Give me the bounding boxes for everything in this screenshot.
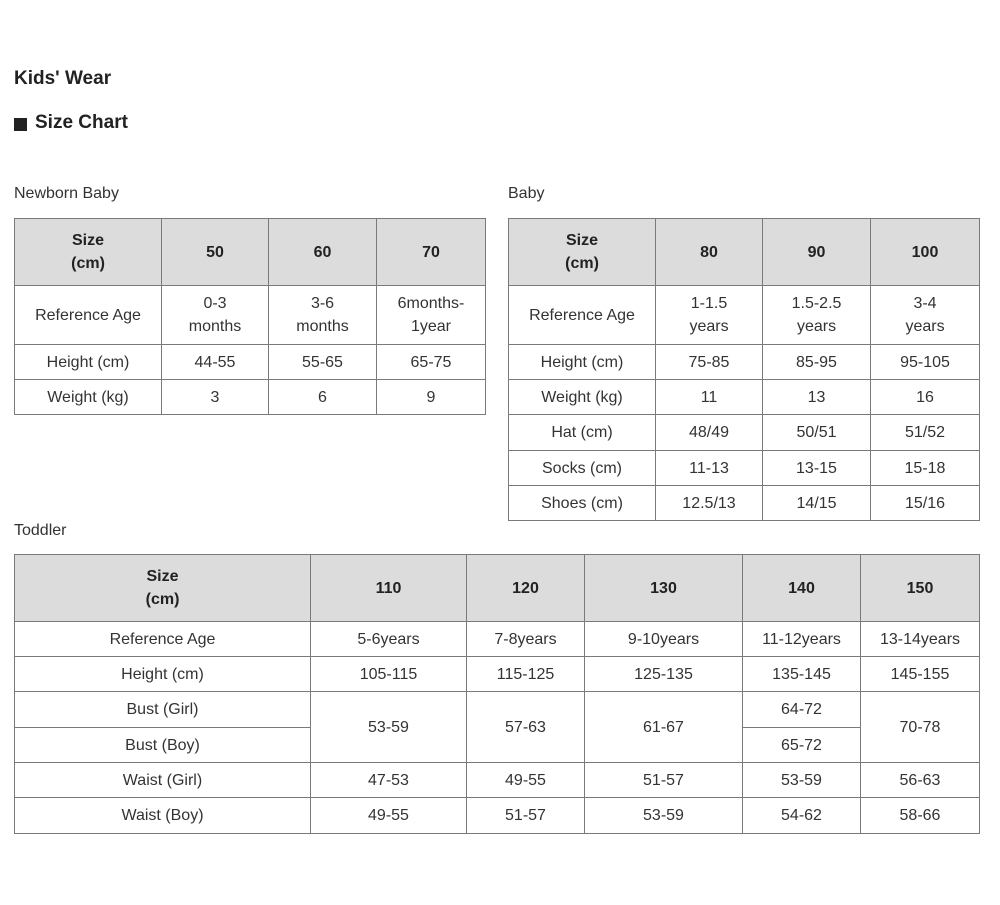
- table-header-row: [15, 219, 486, 286]
- table-row: [509, 345, 980, 380]
- row-label: Shoes (cm): [509, 486, 656, 521]
- table-cell: 115-125: [467, 657, 585, 692]
- table-cell: 11: [656, 380, 763, 415]
- row-label: Reference Age: [15, 286, 162, 345]
- page-title: Kids' Wear: [14, 68, 112, 89]
- table-cell: 85-95: [763, 345, 871, 380]
- table-cell: 1-1.5 years: [656, 286, 763, 345]
- row-label: Bust (Girl): [15, 692, 311, 728]
- header-cell: 50: [162, 219, 269, 286]
- header-size: Size (cm): [15, 219, 162, 286]
- table-cell: 15-18: [871, 451, 980, 486]
- table-cell: 12.5/13: [656, 486, 763, 521]
- header-cell: 120: [467, 555, 585, 622]
- table-cell: 70-78: [861, 692, 980, 763]
- table-cell: 54-62: [743, 798, 861, 834]
- header-size: Size (cm): [509, 219, 656, 286]
- table-cell: 1.5-2.5 years: [763, 286, 871, 345]
- toddler-size-table: [14, 554, 980, 834]
- table-cell: 49-55: [311, 798, 467, 834]
- table-cell: 65-72: [743, 728, 861, 763]
- row-label: Height (cm): [15, 345, 162, 380]
- table-row: [509, 380, 980, 415]
- table-cell: 5-6years: [311, 622, 467, 657]
- table-row: [509, 415, 980, 451]
- header-cell: 100: [871, 219, 980, 286]
- table-cell: 51/52: [871, 415, 980, 451]
- row-label: Weight (kg): [509, 380, 656, 415]
- table-header-row: [509, 219, 980, 286]
- table-cell: 3-4 years: [871, 286, 980, 345]
- table-cell: 6: [269, 380, 377, 415]
- header-cell: 130: [585, 555, 743, 622]
- table-cell: 64-72: [743, 692, 861, 728]
- row-label: Weight (kg): [15, 380, 162, 415]
- newborn-caption: Newborn Baby: [14, 185, 119, 202]
- table-row: [15, 622, 980, 657]
- table-cell: 47-53: [311, 763, 467, 798]
- toddler-caption: Toddler: [14, 522, 67, 539]
- table-cell: 15/16: [871, 486, 980, 521]
- table-row: [509, 486, 980, 521]
- table-header-row: [15, 555, 980, 622]
- table-cell: 53-59: [743, 763, 861, 798]
- table-cell: 145-155: [861, 657, 980, 692]
- row-label: Waist (Boy): [15, 798, 311, 834]
- header-cell: 140: [743, 555, 861, 622]
- table-row: [15, 380, 486, 415]
- row-label: Reference Age: [15, 622, 311, 657]
- table-cell: 13-15: [763, 451, 871, 486]
- table-row: [15, 763, 980, 798]
- table-cell: 53-59: [311, 692, 467, 763]
- table-cell: 55-65: [269, 345, 377, 380]
- table-cell: 9: [377, 380, 486, 415]
- table-cell: 7-8years: [467, 622, 585, 657]
- baby-size-table: [508, 218, 980, 521]
- table-row: [15, 286, 486, 345]
- table-cell: 58-66: [861, 798, 980, 834]
- table-row: [509, 286, 980, 345]
- baby-caption: Baby: [508, 185, 545, 202]
- table-cell: 44-55: [162, 345, 269, 380]
- table-cell: 9-10years: [585, 622, 743, 657]
- table-row: [15, 798, 980, 834]
- square-bullet-icon: [14, 118, 27, 131]
- row-label: Hat (cm): [509, 415, 656, 451]
- table-cell: 11-12years: [743, 622, 861, 657]
- table-cell: 13: [763, 380, 871, 415]
- table-cell: 51-57: [585, 763, 743, 798]
- row-label: Waist (Girl): [15, 763, 311, 798]
- row-label: Height (cm): [509, 345, 656, 380]
- table-cell: 53-59: [585, 798, 743, 834]
- table-cell: 11-13: [656, 451, 763, 486]
- table-cell: 95-105: [871, 345, 980, 380]
- table-row: [15, 345, 486, 380]
- table-cell: 13-14years: [861, 622, 980, 657]
- table-cell: 14/15: [763, 486, 871, 521]
- table-cell: 6months- 1year: [377, 286, 486, 345]
- table-row: [15, 692, 980, 728]
- row-label: Height (cm): [15, 657, 311, 692]
- table-row: [509, 451, 980, 486]
- section-title-text: Size Chart: [35, 112, 128, 133]
- table-cell: 16: [871, 380, 980, 415]
- table-cell: 0-3 months: [162, 286, 269, 345]
- header-cell: 70: [377, 219, 486, 286]
- table-cell: 135-145: [743, 657, 861, 692]
- row-label: Bust (Boy): [15, 728, 311, 763]
- table-cell: 65-75: [377, 345, 486, 380]
- table-cell: 48/49: [656, 415, 763, 451]
- header-cell: 80: [656, 219, 763, 286]
- table-cell: 49-55: [467, 763, 585, 798]
- table-cell: 61-67: [585, 692, 743, 763]
- table-cell: 125-135: [585, 657, 743, 692]
- header-size: Size (cm): [15, 555, 311, 622]
- table-row: [15, 657, 980, 692]
- table-cell: 105-115: [311, 657, 467, 692]
- row-label: Reference Age: [509, 286, 656, 345]
- newborn-size-table: [14, 218, 486, 415]
- table-cell: 56-63: [861, 763, 980, 798]
- table-cell: 75-85: [656, 345, 763, 380]
- table-cell: 51-57: [467, 798, 585, 834]
- header-cell: 110: [311, 555, 467, 622]
- row-label: Socks (cm): [509, 451, 656, 486]
- header-cell: 60: [269, 219, 377, 286]
- table-cell: 3: [162, 380, 269, 415]
- header-cell: 90: [763, 219, 871, 286]
- section-title: [14, 112, 128, 134]
- table-cell: 3-6 months: [269, 286, 377, 345]
- header-cell: 150: [861, 555, 980, 622]
- table-cell: 57-63: [467, 692, 585, 763]
- table-cell: 50/51: [763, 415, 871, 451]
